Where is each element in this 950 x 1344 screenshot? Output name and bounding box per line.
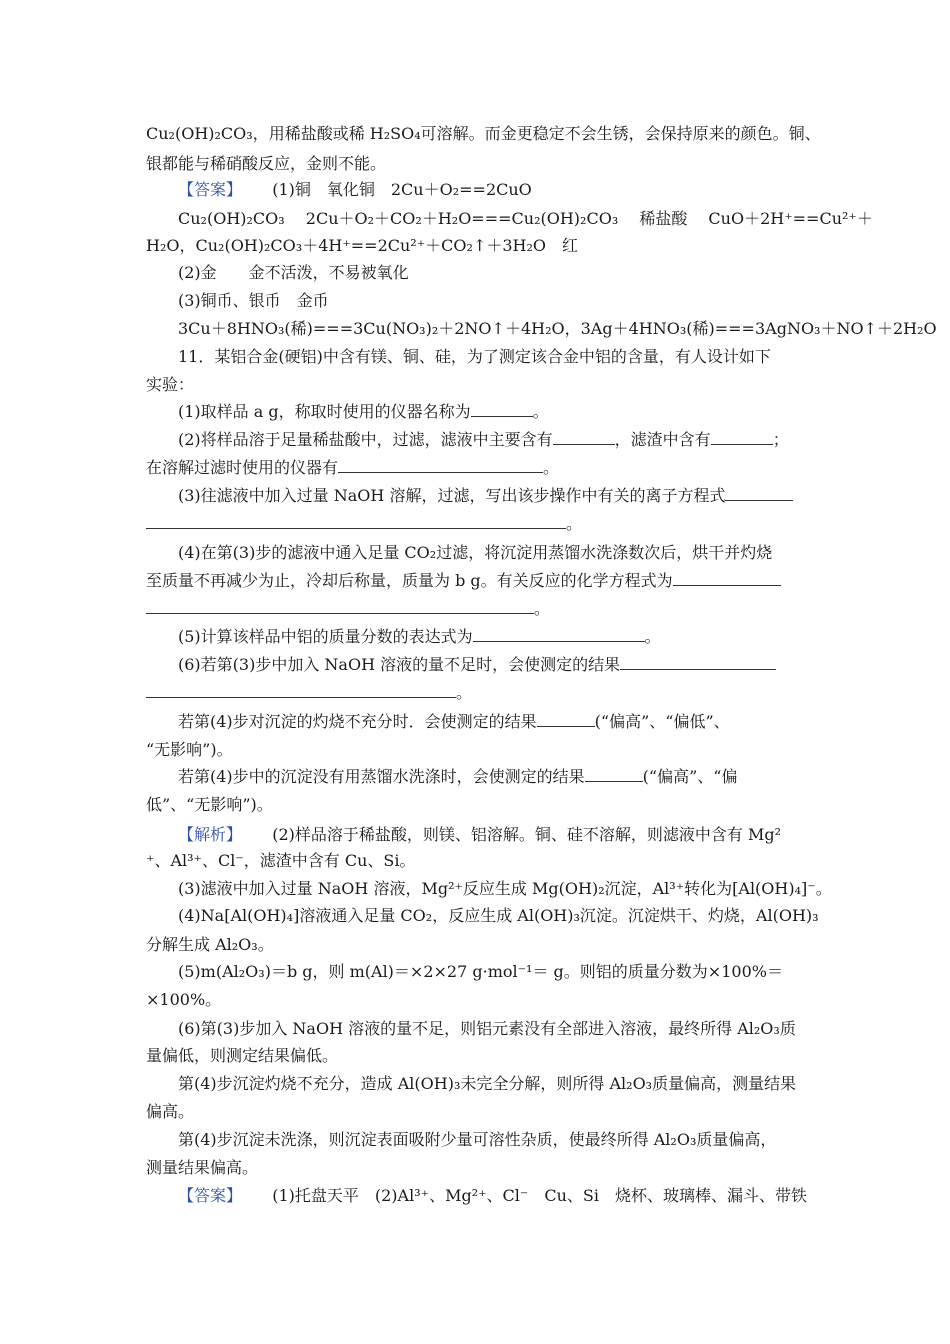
text-line: 测量结果偏高。 [146,1158,259,1177]
text-line [146,458,559,478]
text-span: (“偏高”、“偏 [642,767,738,786]
text-line: (2)金 金不活泼，不易被氧化 [178,263,409,282]
text-line: 银都能与稀硝酸反应，金则不能。 [146,154,387,173]
answer-blank [585,767,643,782]
text-line [178,767,737,787]
answer-tag: 【答案】 [178,180,243,199]
answer-blank [725,486,793,501]
question-title: 11．某铝合金(硬铝)中含有镁、铜、硅，为了测定该合金中铝的含量，有人设计如下 [178,347,771,366]
text-span: 在溶解过滤时使用的仪器有 [146,458,339,477]
text-line: (6)第(3)步加入 NaOH 溶液的量不足，则铝元素没有全部进入溶液，最终所得 Al₂O₃质 [178,1019,796,1038]
answer-blank [711,430,773,445]
answer-blank [620,655,776,670]
text-span: (“偏高”、“偏低”、 [594,712,730,731]
answer-blank [553,430,615,445]
text-line [178,712,730,732]
text-span: 若第(4)步中的沉淀没有用蒸馏水洗涤时，会使测定的结果 [178,767,585,786]
text-line: 偏高。 [146,1102,195,1121]
text-line: 第(4)步沉淀未洗涤，则沉淀表面吸附少量可溶性杂质，使最终所得 Al₂O₃质量偏高， [178,1130,777,1149]
text-span: 。 [543,458,560,477]
text-line: (5)m(Al₂O₃)＝b g，则 m(Al)＝×2×27 g·mol⁻¹＝ g。则铝的质量分数为×100%＝ [178,962,783,981]
text-span: 。 [644,627,661,646]
text-span: 若第(4)步对沉淀的灼烧不充分时．会使测定的结果 [178,712,537,731]
text-line: 第(4)步沉淀灼烧不充分，造成 Al(OH)₃未完全分解，则所得 Al₂O₃质量偏高，测量结果 [178,1074,797,1093]
text-line [146,599,550,619]
answer-blank [146,514,566,529]
answer-blank [473,627,645,642]
text-span: 。 [534,599,551,618]
answer-text: (1)托盘天平 (2)Al³⁺、Mg²⁺、Cl⁻ Cu、Si 烧杯、玻璃棒、漏斗、带铁 [272,1186,807,1205]
answer-tag: 【答案】 [178,1186,243,1205]
text-span: (3)往滤液中加入过量 NaOH 溶解，过滤，写出该步操作中有关的离子方程式 [178,486,726,505]
analysis-line [178,825,781,845]
analysis-text: (2)样品溶于稀盐酸，则镁、铝溶解。铜、硅不溶解，则滤液中含有 Mg² [272,825,781,844]
text-line: Cu₂(OH)₂CO₃ 2Cu＋O₂＋CO₂＋H₂O===Cu₂(OH)₂CO₃ 稀盐酸 CuO＋2H⁺==Cu²⁺＋ [178,209,873,228]
text-span: 。 [532,402,549,421]
question-part-5 [178,627,661,647]
question-part-2 [178,430,789,450]
text-span: 至质量不再减少为止，冷却后称量，质量为 b g。有关反应的化学方程式为 [146,571,673,590]
text-span: 。 [456,683,473,702]
text-line [146,514,582,534]
text-line [146,683,472,703]
text-line: 分解生成 Al₂O₃。 [146,935,274,954]
answer-blank [146,683,456,698]
question-part-6 [178,655,776,675]
text-line: (4)Na[Al(OH)₄]溶液通入足量 CO₂，反应生成 Al(OH)₃沉淀。沉淀烘干、灼烧，Al(OH)₃ [178,906,819,925]
text-line: ⁺、Al³⁺、Cl⁻，滤渣中含有 Cu、Si。 [146,851,416,870]
question-part-1 [178,402,549,422]
text-line: (3)滤液中加入过量 NaOH 溶液，Mg²⁺反应生成 Mg(OH)₂沉淀，Al³⁺转化为[Al(OH)₄]⁻。 [178,879,832,898]
text-line [146,571,781,591]
text-span: (1)取样品 a g，称取时使用的仪器名称为 [178,402,471,421]
answer-line [178,180,532,200]
answer-blank [537,712,595,727]
text-line: “无影响”)。 [146,740,233,759]
text-line: (3)铜币、银币 金币 [178,291,329,310]
text-span: ； [772,430,789,449]
text-span: (6)若第(3)步中加入 NaOH 溶液的量不足时，会使测定的结果 [178,655,621,674]
text-span: 。 [566,514,583,533]
text-line: 量偏低，则测定结果偏低。 [146,1046,339,1065]
question-part-4: (4)在第(3)步的滤液中通入足量 CO₂过滤，将沉淀用蒸馏水洗涤数次后，烘干并灼烧 [178,543,773,562]
text-span: (5)计算该样品中铝的质量分数的表达式为 [178,627,473,646]
text-line: ×100%。 [146,990,222,1009]
text-line: 3Cu＋8HNO₃(稀)===3Cu(NO₃)₂＋2NO↑＋4H₂O，3Ag＋4HNO₃(稀)===3AgNO₃＋NO↑＋2H₂O [178,319,937,338]
analysis-tag: 【解析】 [178,825,243,844]
text-line: 低”、“无影响”)。 [146,795,273,814]
text-line: 实验： [146,375,195,394]
answer-blank [338,458,543,473]
answer-text: (1)铜 氧化铜 2Cu＋O₂==2CuO [272,180,532,199]
text-span: ，滤渣中含有 [614,430,711,449]
text-line: H₂O，Cu₂(OH)₂CO₃＋4H⁺==2Cu²⁺＋CO₂↑＋3H₂O 红 [146,236,579,255]
text-span: (2)将样品溶于足量稀盐酸中，过滤，滤液中主要含有 [178,430,553,449]
answer-line [178,1186,807,1206]
answer-blank [146,599,534,614]
answer-blank [471,402,533,417]
question-part-3 [178,486,793,506]
answer-blank [673,571,781,586]
text-line: Cu₂(OH)₂CO₃，用稀盐酸或稀 H₂SO₄可溶解。而金更稳定不会生锈，会保持原来的颜色。铜、 [146,124,821,143]
